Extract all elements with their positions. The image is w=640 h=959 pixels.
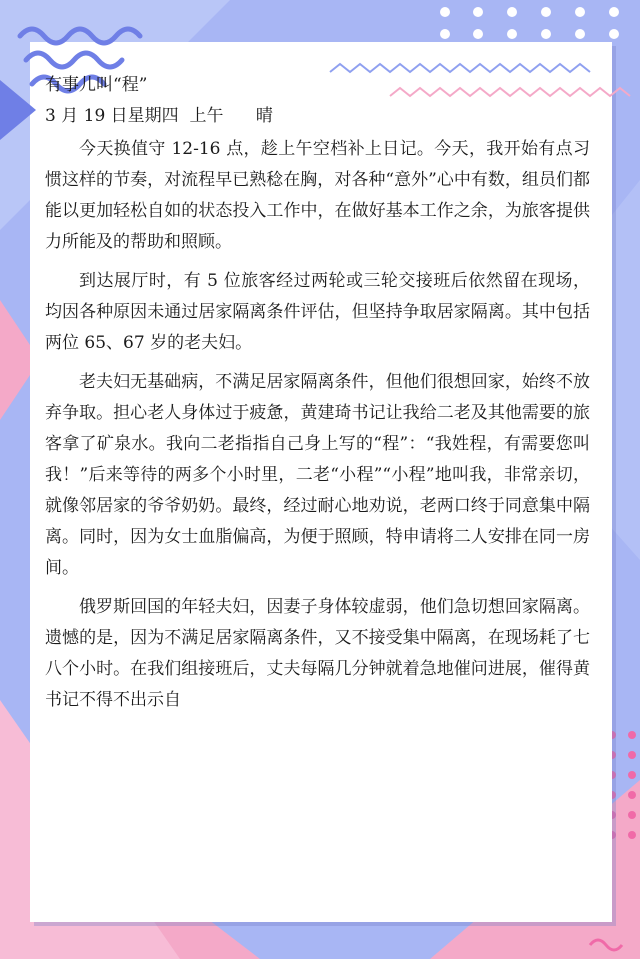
paragraph: 今天换值守 12-16 点，趁上午空档补上日记。今天，我开始有点习惯这样的节奏，对流程早已熟稔在胸，对各种“意外”心中有数，组员们都能以更加轻松自如的状态投入工作中，在做好基本工作之余，为旅客提供力所能及的帮助和照顾。	[45, 139, 590, 252]
paragraph: 老夫妇无基础病，不满足居家隔离条件，但他们很想回家，始终不放弃争取。担心老人身体过于疲惫，黄建琦书记让我给二老及其他需要的旅客拿了矿泉水。我向二老指指自己身上写的“程”：“我姓程，有需要您叫我！”后来等待的两多个小时里，二老“小程”“小程”地叫我，非常亲切，就像邻居家的爷爷奶奶。最终，经过耐心地劝说，老两口终于同意集中隔离。同时，因为女士血脂偏高，为便于照顾，特申请将二人安排在同一房间。	[45, 372, 590, 578]
diary-article	[45, 70, 590, 724]
paragraph: 到达展厅时，有 5 位旅客经过两轮或三轮交接班后依然留在现场，均因各种原因未通过居家隔离条件评估，但坚持争取居家隔离。其中包括两位 65、67 岁的老夫妇。	[45, 271, 590, 353]
paragraph: 俄罗斯回国的年轻夫妇，因妻子身体较虚弱，他们急切想回家隔离。遗憾的是，因为不满足居家隔离条件，又不接受集中隔离，在现场耗了七八个小时。在我们组接班后，丈夫每隔几分钟就着急地催问进展，催得黄书记不得不出示自	[45, 597, 590, 710]
date-line: 3 月 19 日星期四 上午 晴	[45, 106, 273, 126]
article-title: 有事儿叫“程”	[45, 75, 148, 95]
